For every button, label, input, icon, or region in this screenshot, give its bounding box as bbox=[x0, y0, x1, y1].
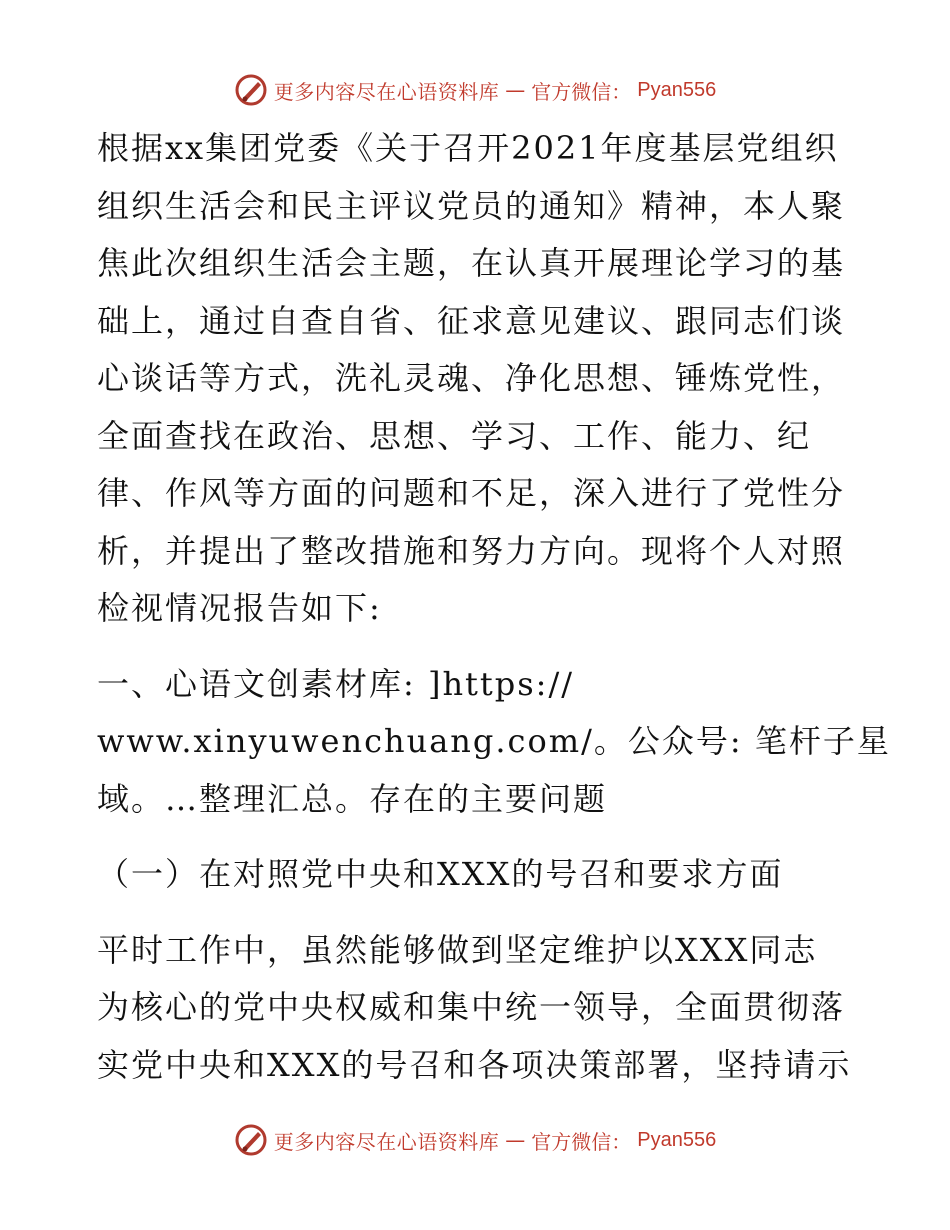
watermark-id: Pyan556 bbox=[637, 78, 717, 101]
subsection-heading: （一）在对照党中央和XXX的号召和要求方面 bbox=[97, 855, 784, 893]
watermark-id: Pyan556 bbox=[637, 1128, 717, 1151]
text-line: 焦此次组织生活会主题，在认真开展理论学习的基 bbox=[97, 244, 846, 282]
pen-logo-icon bbox=[234, 73, 268, 107]
watermark-text: 更多内容尽在心语资料库 bbox=[273, 79, 500, 104]
text-line: 平时工作中，虽然能够做到坚定维护以XXX同志 bbox=[97, 930, 818, 969]
intro-paragraph bbox=[97, 120, 857, 638]
text-line: 检视情况报告如下: bbox=[97, 589, 382, 627]
text-line: 根据xx集团党委《关于召开2021年度基层党组织 bbox=[97, 129, 839, 167]
text-line: 全面查找在政治、思想、学习、工作、能力、纪 bbox=[97, 416, 812, 455]
text-line: 心谈话等方式，洗礼灵魂、净化思想、锤炼党性， bbox=[97, 359, 846, 397]
watermark-label: 官方微信： bbox=[531, 1129, 632, 1154]
text-line: www.xinyuwenchuang.com/。公众号: 笔杆子星 bbox=[97, 722, 891, 760]
header-watermark bbox=[0, 70, 950, 110]
body-paragraph bbox=[97, 922, 857, 1095]
watermark-dash: — bbox=[505, 1128, 526, 1152]
watermark-text: 更多内容尽在心语资料库 bbox=[273, 1129, 500, 1154]
text-line: 析，并提出了整改措施和努力方向。现将个人对照 bbox=[97, 531, 846, 570]
text-line: 础上，通过自查自省、征求意见建议、跟同志们谈 bbox=[97, 301, 846, 340]
text-line: 实党中央和XXX的号召和各项决策部署，坚持请示 bbox=[97, 1045, 852, 1084]
text-line: 组织生活会和民主评议党员的通知》精神，本人聚 bbox=[97, 186, 846, 225]
footer-watermark bbox=[0, 1120, 950, 1160]
text-line: 一、心语文创素材库: ]https:// bbox=[97, 664, 575, 703]
document-body bbox=[97, 120, 891, 1094]
section-heading bbox=[97, 656, 891, 829]
watermark-label: 官方微信： bbox=[531, 79, 632, 104]
text-line: 域。…整理汇总。存在的主要问题 bbox=[97, 779, 608, 818]
text-line: 为核心的党中央权威和集中统一领导，全面贯彻落 bbox=[97, 988, 846, 1026]
watermark-dash: — bbox=[505, 78, 526, 102]
text-line: 律、作风等方面的问题和不足，深入进行了党性分 bbox=[97, 474, 846, 512]
pen-logo-icon bbox=[234, 1123, 268, 1157]
